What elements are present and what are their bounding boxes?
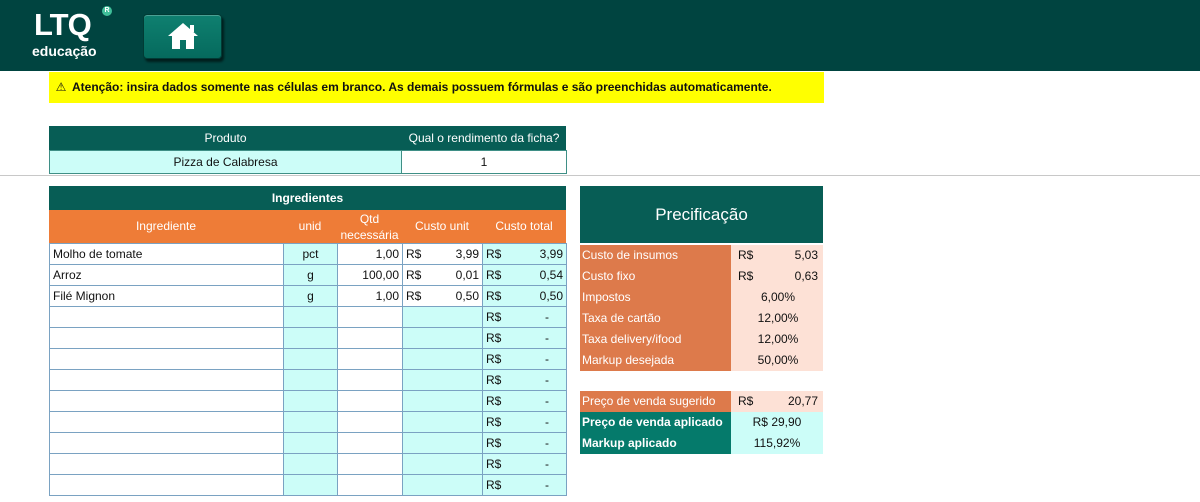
unit-cell[interactable] — [284, 328, 338, 349]
total-cost-cell — [483, 391, 567, 412]
table-row — [50, 307, 567, 328]
qty-cell[interactable] — [338, 391, 403, 412]
app-header — [0, 0, 1200, 71]
warning-text: Atenção: insira dados somente nas células em branco. As demais possuem fórmulas e são preenchidas automaticamente. — [72, 80, 772, 94]
total-cost-value: - — [545, 310, 549, 324]
unit-cost-cell[interactable] — [403, 370, 483, 391]
total-cost-cell — [483, 454, 567, 475]
qty-cell[interactable]: 1,00 — [338, 244, 403, 265]
qty-cell[interactable] — [338, 349, 403, 370]
unit-cost-value: 0,01 — [455, 268, 479, 282]
yield-cell[interactable]: 1 — [401, 150, 567, 174]
currency-label: R$ — [486, 373, 502, 387]
custo-fixo-label: Custo fixo — [580, 266, 731, 287]
markup-aplicado-label: Markup aplicado — [580, 433, 731, 454]
markup-aplicado-value: 115,92% — [731, 433, 823, 454]
impostos-value[interactable]: 6,00% — [731, 287, 823, 308]
taxa-cartao-label: Taxa de cartão — [580, 308, 731, 329]
impostos-label: Impostos — [580, 287, 731, 308]
unit-cell[interactable]: g — [284, 286, 338, 307]
qty-cell[interactable]: 1,00 — [338, 286, 403, 307]
currency-label: R$ — [486, 352, 502, 366]
currency-label: R$ — [486, 478, 502, 492]
total-cost-cell — [483, 328, 567, 349]
total-cost-value: - — [545, 478, 549, 492]
ingredient-name-cell[interactable] — [50, 412, 284, 433]
custo-insumos-number: 5,03 — [794, 248, 818, 262]
markup-desejada-label: Markup desejada — [580, 350, 731, 371]
total-cost-cell — [483, 412, 567, 433]
qty-cell[interactable] — [338, 412, 403, 433]
unit-cost-cell[interactable] — [403, 433, 483, 454]
total-cost-cell — [483, 370, 567, 391]
warning-banner — [49, 72, 824, 103]
unit-cell[interactable] — [284, 454, 338, 475]
ingredient-name-cell[interactable]: Arroz — [50, 265, 284, 286]
ingredient-name-cell[interactable] — [50, 433, 284, 454]
total-cost-value: - — [545, 331, 549, 345]
unit-cell[interactable] — [284, 412, 338, 433]
unit-cost-value: 0,50 — [455, 289, 479, 303]
total-cost-value: - — [545, 373, 549, 387]
ingredients-table — [49, 243, 567, 496]
unit-cell[interactable] — [284, 391, 338, 412]
unit-cost-cell[interactable] — [403, 349, 483, 370]
col-unid: unid — [283, 210, 337, 243]
home-button[interactable] — [143, 14, 222, 59]
unit-cost-cell[interactable] — [403, 328, 483, 349]
unit-cell[interactable] — [284, 307, 338, 328]
total-cost-cell — [483, 307, 567, 328]
preco-sugerido-number: 20,77 — [787, 394, 818, 408]
currency-label: R$ — [738, 394, 754, 408]
custo-fixo-value[interactable] — [731, 266, 823, 287]
qty-cell[interactable]: 100,00 — [338, 265, 403, 286]
unit-cost-cell[interactable] — [403, 286, 483, 307]
ingredient-name-cell[interactable] — [50, 328, 284, 349]
currency-label: R$ — [486, 268, 502, 282]
total-cost-value: - — [545, 457, 549, 471]
preco-sugerido-value — [731, 391, 823, 412]
custo-insumos-label: Custo de insumos — [580, 245, 731, 266]
warning-icon: ⚠ — [55, 80, 67, 94]
total-cost-value: - — [545, 415, 549, 429]
table-row — [50, 433, 567, 454]
registered-mark: R — [102, 6, 112, 16]
logo-sub-text: educação — [32, 43, 97, 59]
taxa-delivery-label: Taxa delivery/ifood — [580, 329, 731, 350]
pricing-title: Precificação — [580, 186, 823, 243]
total-cost-cell — [483, 244, 567, 265]
table-row — [50, 286, 567, 307]
col-custo-unit: Custo unit — [402, 210, 482, 243]
total-cost-cell — [483, 286, 567, 307]
header-rendimento: Qual o rendimento da ficha? — [402, 126, 566, 150]
total-cost-value: - — [545, 436, 549, 450]
qty-cell[interactable] — [338, 370, 403, 391]
home-icon — [166, 21, 200, 51]
unit-cell[interactable] — [284, 349, 338, 370]
unit-cost-value: 3,99 — [455, 247, 479, 261]
table-row — [50, 244, 567, 265]
table-row — [50, 265, 567, 286]
taxa-cartao-value[interactable]: 12,00% — [731, 308, 823, 329]
ingredient-name-cell[interactable] — [50, 349, 284, 370]
unit-cost-cell[interactable] — [403, 391, 483, 412]
table-row — [50, 349, 567, 370]
currency-label: R$ — [486, 247, 502, 261]
ingredient-name-cell[interactable]: Molho de tomate — [50, 244, 284, 265]
currency-label: R$ — [486, 310, 502, 324]
currency-label: R$ — [738, 248, 754, 262]
product-name-cell[interactable]: Pizza de Calabresa — [49, 150, 402, 174]
currency-label: R$ — [406, 268, 422, 282]
unit-cost-cell[interactable] — [403, 244, 483, 265]
ingredient-name-cell[interactable] — [50, 370, 284, 391]
unit-cell[interactable]: pct — [284, 244, 338, 265]
total-cost-value: 0,50 — [539, 289, 563, 303]
ingredient-name-cell[interactable] — [50, 307, 284, 328]
currency-label: R$ — [486, 289, 502, 303]
table-row — [50, 454, 567, 475]
qty-cell[interactable] — [338, 307, 403, 328]
table-row — [50, 370, 567, 391]
ingredients-title: Ingredientes — [49, 186, 566, 210]
logo-main-text: LTQ — [34, 7, 91, 42]
unit-cell[interactable] — [284, 475, 338, 496]
preco-aplicado-label: Preço de venda aplicado — [580, 412, 731, 433]
unit-cost-cell[interactable] — [403, 265, 483, 286]
total-cost-cell — [483, 349, 567, 370]
total-cost-value: - — [545, 394, 549, 408]
unit-cell[interactable] — [284, 433, 338, 454]
currency-label: R$ — [486, 331, 502, 345]
qty-cell[interactable] — [338, 433, 403, 454]
unit-cost-cell[interactable] — [403, 307, 483, 328]
total-cost-cell — [483, 433, 567, 454]
row-separator — [0, 175, 1200, 176]
col-qtd: Qtd necessária — [337, 210, 402, 243]
total-cost-value: 0,54 — [539, 268, 563, 282]
ingredient-name-cell[interactable] — [50, 454, 284, 475]
total-cost-value: - — [545, 352, 549, 366]
currency-label: R$ — [406, 289, 422, 303]
markup-desejada-value[interactable]: 50,00% — [731, 350, 823, 371]
unit-cost-cell[interactable] — [403, 454, 483, 475]
currency-label: R$ — [486, 394, 502, 408]
ltq-logo — [32, 6, 114, 64]
currency-label: R$ — [406, 247, 422, 261]
header-produto: Produto — [49, 126, 402, 150]
preco-aplicado-value[interactable]: R$ 29,90 — [731, 412, 823, 433]
taxa-delivery-value[interactable]: 12,00% — [731, 329, 823, 350]
unit-cost-cell[interactable] — [403, 412, 483, 433]
qty-cell[interactable] — [338, 454, 403, 475]
unit-cost-cell[interactable] — [403, 475, 483, 496]
preco-sugerido-label: Preço de venda sugerido — [580, 391, 731, 412]
currency-label: R$ — [486, 415, 502, 429]
unit-cell[interactable] — [284, 370, 338, 391]
currency-label: R$ — [738, 269, 754, 283]
total-cost-value: 3,99 — [539, 247, 563, 261]
ingredient-name-cell[interactable] — [50, 475, 284, 496]
total-cost-cell — [483, 265, 567, 286]
ingredient-name-cell[interactable] — [50, 391, 284, 412]
col-custo-total: Custo total — [482, 210, 566, 243]
custo-fixo-number: 0,63 — [794, 269, 818, 283]
qty-cell[interactable] — [338, 328, 403, 349]
table-row — [50, 391, 567, 412]
col-ingrediente: Ingrediente — [49, 210, 283, 243]
table-row — [50, 412, 567, 433]
table-row — [50, 328, 567, 349]
unit-cell[interactable]: g — [284, 265, 338, 286]
custo-insumos-value — [731, 245, 823, 266]
qty-cell[interactable] — [338, 475, 403, 496]
currency-label: R$ — [486, 436, 502, 450]
total-cost-cell — [483, 475, 567, 496]
ingredient-name-cell[interactable]: Filé Mignon — [50, 286, 284, 307]
table-row — [50, 475, 567, 496]
currency-label: R$ — [486, 457, 502, 471]
